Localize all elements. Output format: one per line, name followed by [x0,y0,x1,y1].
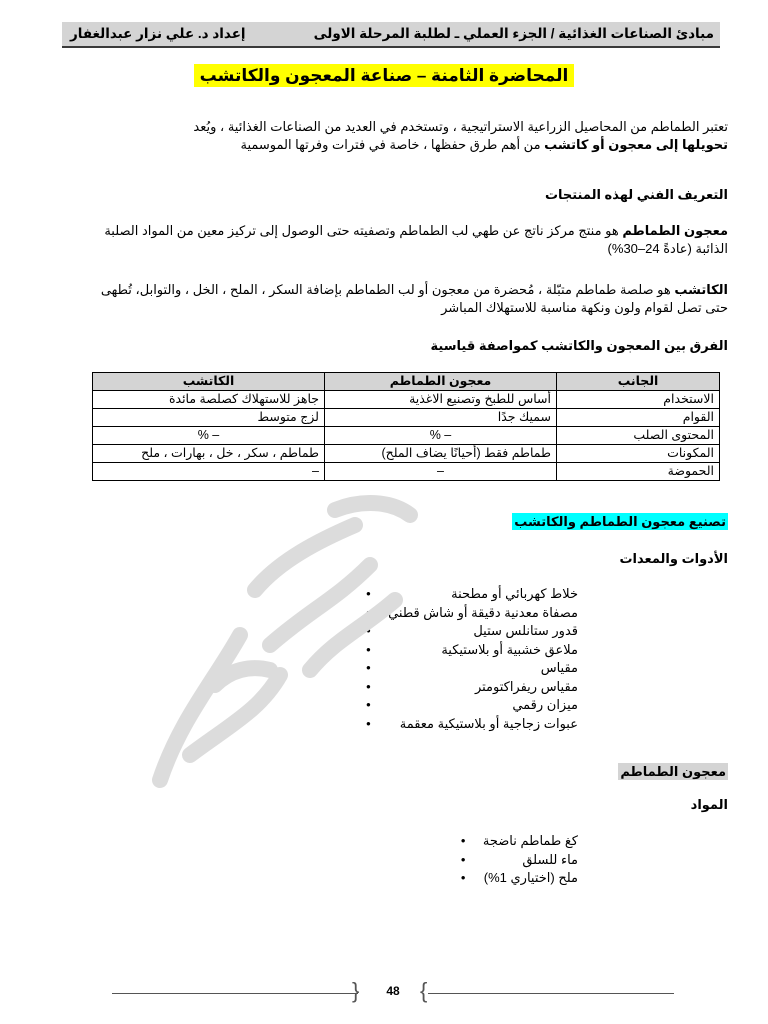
list-item: مقياس • [388,659,578,678]
column-header: الجانب [556,373,719,391]
list-item: خلاط كهربائي أو مطحنة • [388,585,578,604]
table-cell: جاهز للاستهلاك كصلصة مائدة [93,391,325,409]
paste-term: معجون الطماطم [622,223,728,238]
table-cell: – % [93,427,325,445]
table-cell: المكونات [556,445,719,463]
list-item: قدور ستانلس ستيل • [388,622,578,641]
paste-heading-text: معجون الطماطم [620,764,726,779]
table-row [93,445,720,463]
paste-definition [88,222,728,258]
page-number: 48 [386,984,400,998]
paste-definition-text: هو منتج مركز ناتج عن طهي لب الطماطم وتصفيته حتى الوصول إلى تركيز معين من المواد الصلبة الذائبة (عادةً 24–30%) [104,223,728,256]
watermark-stroke [190,675,280,755]
watermark-stroke [335,503,410,515]
lecture-title [0,66,768,86]
footer-rule-right [428,993,674,994]
list-item: ملاعق خشبية أو بلاستيكية • [388,641,578,660]
list-item: مصفاة معدنية دقيقة أو شاش قطني • [388,604,578,623]
comparison-table [92,372,720,481]
table-cell: لزج متوسط [93,409,325,427]
brace-right-icon: } [420,978,428,1003]
manufacturing-heading-text: تصنيع معجون الطماطم والكاتشب [514,514,726,529]
intro-line-1: تعتبر الطماطم من المحاصيل الزراعية الاستراتيجية ، وتستخدم في العديد من الصناعات الغذائية ، ويُعد [193,119,728,134]
table-cell: القوام [556,409,719,427]
tools-heading: الأدوات والمعدات [619,551,728,566]
table-cell: أساس للطبخ وتصنيع الاغذية [325,391,557,409]
tools-list [388,585,578,733]
ketchup-term: الكاتشب [674,282,728,297]
list-item: عبوات زجاجية أو بلاستيكية معقمة • [388,715,578,734]
table-row [93,427,720,445]
list-item: ماء للسلق • [483,851,578,870]
page-header [62,22,720,48]
watermark-stroke [215,668,270,685]
table-header-row [93,373,720,391]
table-cell: المحتوى الصلب [556,427,719,445]
course-title: مبادئ الصناعات الغذائية / الجزء العملي ـ لطلبة المرحلة الاولى [313,26,714,41]
lecture-title-text: المحاضرة الثامنة – صناعة المعجون والكاتشب [194,64,575,87]
table-cell: – % [325,427,557,445]
watermark-stroke [160,635,240,780]
footer-rule-left [112,993,358,994]
watermark-stroke [270,565,370,645]
definitions-heading: التعريف الفني لهذه المنتجات [544,187,728,202]
author-credit: إعداد د. علي نزار عبدالغفار [70,26,246,41]
table-cell: الاستخدام [556,391,719,409]
list-item: ميزان رقمي • [388,696,578,715]
table-row [93,409,720,427]
table-cell: طماطم فقط (أحيانًا يضاف الملح) [325,445,557,463]
intro-paragraph [88,118,728,154]
materials-heading: المواد [690,797,728,812]
table-cell: – [93,463,325,481]
table-cell: طماطم ، سكر ، خل ، بهارات ، ملح [93,445,325,463]
table-cell: الحموضة [556,463,719,481]
list-item: كغ طماطم ناضجة • [483,832,578,851]
watermark-stroke [255,525,355,590]
column-header: معجون الطماطم [325,373,557,391]
intro-bold-phrase: تحويلها إلى معجون أو كاتشب [544,137,728,152]
ketchup-definition-text: هو صلصة طماطم متبّلة ، مُحضرة من معجون أو لب الطماطم بإضافة السكر ، الملح ، الخل ، والتوابل، تُطهى حتى تصل لقوام ولون ونكهة مناسبة للاستهلاك المباشر [100,282,728,315]
table-cell: سميك جدًا [325,409,557,427]
table-row [93,463,720,481]
ketchup-definition [88,281,728,317]
list-item: مقياس ريفراكتومتر • [388,678,578,697]
table-cell: – [325,463,557,481]
materials-list [483,832,578,888]
column-header: الكاتشب [93,373,325,391]
table-row [93,391,720,409]
brace-left-icon: { [352,978,360,1003]
watermark-stroke [310,600,395,670]
list-item: ملح (اختياري 1%) • [483,869,578,888]
intro-line-2-rest: من أهم طرق حفظها ، خاصة في فترات وفرتها الموسمية [240,137,545,152]
manufacturing-heading [512,514,728,530]
comparison-heading: الفرق بين المعجون والكاتشب كمواصفة قياسية [430,338,728,353]
paste-heading [618,764,728,780]
intro-line-2 [88,136,728,154]
